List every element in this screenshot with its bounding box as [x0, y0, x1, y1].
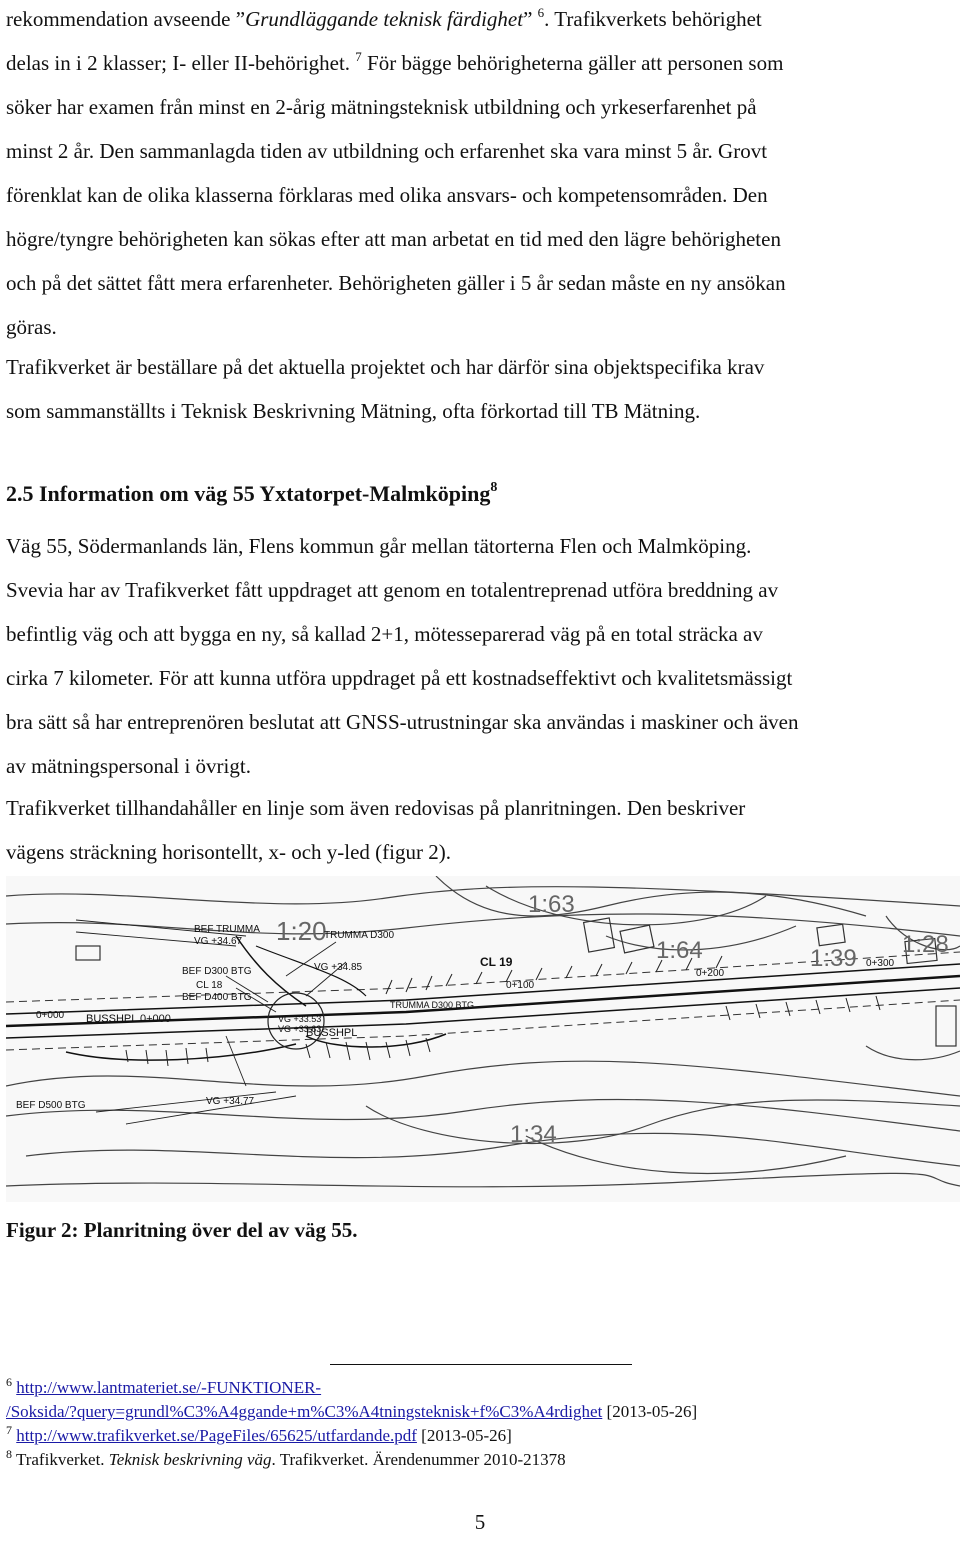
- paragraph-road-info: [6, 524, 956, 788]
- footnote-ref-7[interactable]: 7: [355, 49, 362, 64]
- chainage-label: 0+000: [36, 1010, 65, 1021]
- drawing-label: VG +34.85: [314, 962, 363, 973]
- footnote-link[interactable]: http://www.trafikverket.se/PageFiles/65625/utfardande.pdf: [16, 1426, 417, 1445]
- plan-drawing: [6, 876, 960, 1202]
- text-line: minst 2 år. Den sammanlagda tiden av utbildning och erfarenhet ska vara minst 5 år. Grovt: [6, 139, 768, 163]
- paragraph-client: [6, 345, 956, 433]
- drawing-label: VG +33.53: [278, 1014, 322, 1024]
- drawing-label: TRUMMA D300 BTG: [390, 1000, 475, 1010]
- drawing-label: CL 19: [480, 955, 513, 969]
- chainage-label: 0+100: [506, 980, 535, 991]
- footnotes: [6, 1376, 956, 1472]
- drawing-label: BUSSHPL 0+000: [86, 1013, 171, 1025]
- text-line: förenklat kan de olika klasserna förklaras med olika ansvars- och kompetensområden. Den: [6, 183, 768, 207]
- text-line: som sammanställts i Teknisk Beskrivning Mätning, ofta förkortad till TB Mätning.: [6, 399, 701, 423]
- figure-caption: Figur 2: Planritning över del av väg 55.: [6, 1218, 358, 1242]
- drawing-label: BEF D500 BTG: [16, 1100, 86, 1111]
- footnote-7: $^7$ http://www.trafikverket.se/PageFiles/65625/utfardande.pdf [2013-05-26]: [6, 1423, 512, 1445]
- slope-label: 1:34: [510, 1121, 557, 1148]
- drawing-label: BEF D400 BTG: [182, 992, 252, 1003]
- plan-drawing-figure: [6, 876, 960, 1202]
- footnote-8: $^8$ Trafikverket. Teknisk beskrivning väg. Trafikverket. Ärendenummer 2010-21378: [6, 1447, 566, 1469]
- text-line: befintlig väg och att bygga en ny, så kallad 2+1, mötesseparerad väg på en total sträcka av: [6, 622, 763, 646]
- chainage-label: 0+200: [696, 968, 725, 979]
- drawing-label: VG +34.67: [194, 936, 243, 947]
- section-heading: 2.5 Information om väg 55 Yxtatorpet-Malmköping$^8$: [6, 480, 498, 506]
- drawing-label: BUSSHPL: [306, 1027, 358, 1039]
- slope-label: 1:39: [810, 945, 857, 972]
- text-line: av mätningspersonal i övrigt.: [6, 754, 251, 778]
- text-line: Väg 55, Södermanlands län, Flens kommun går mellan tätorterna Flen och Malmköping.: [6, 534, 752, 558]
- text-line: cirka 7 kilometer. För att kunna utföra uppdraget på ett kostnadseffektivt och kvalitetsmässigt: [6, 666, 793, 690]
- paragraph-competence: [6, 0, 956, 349]
- footnote-ref-8[interactable]: 8: [490, 480, 498, 495]
- footnote-6: $^6$ http://www.lantmateriet.se/-FUNKTIONER-: [6, 1375, 322, 1397]
- footnote-6-cont: /Soksida/?query=grundl%C3%A4ggande+m%C3%A4tningsteknisk+f%C3%A4rdighet [2013-05-26]: [6, 1402, 698, 1421]
- text-line: Trafikverket tillhandahåller en linje som även redovisas på planritningen. Den beskriver: [6, 796, 746, 820]
- text-line: högre/tyngre behörigheten kan sökas efter att man arbetat en tid med den lägre behörigheten: [6, 227, 781, 251]
- paragraph-alignment: [6, 786, 956, 874]
- slope-label: 1:64: [656, 937, 703, 964]
- footnote-ref-6[interactable]: 6: [537, 5, 545, 20]
- drawing-label: CL 18: [196, 980, 223, 991]
- text-line: Svevia har av Trafikverket fått uppdraget att genom en totalentreprenad utföra breddning av: [6, 578, 779, 602]
- contour-lines: [6, 876, 960, 1187]
- drawing-label: BEF D300 BTG: [182, 966, 252, 977]
- drawing-label: VG +34.77: [206, 1096, 255, 1107]
- footnote-link[interactable]: http://www.lantmateriet.se/-FUNKTIONER-: [16, 1378, 322, 1397]
- slope-label: 1:20: [276, 916, 327, 946]
- slope-label: 1:63: [528, 891, 575, 918]
- text-line: vägens sträckning horisontellt, x- och y-led (figur 2).: [6, 840, 451, 864]
- drawing-label: VG +33.63: [278, 1024, 322, 1034]
- text-line: delas in i 2 klasser; I- eller II-behörighet. $^7$ För bägge behörigheterna gäller att personen som: [6, 49, 784, 75]
- text-line: söker har examen från minst en 2-årig mätningsteknisk utbildning och yrkeserfarenhet på: [6, 95, 757, 119]
- drawing-label: TRUMMA D300: [324, 930, 395, 941]
- text-line: och på det sättet fått mera erfarenheter. Behörigheten gäller i 5 år sedan måste en ny ansökan: [6, 271, 786, 295]
- drawing-label: BEF TRUMMA: [194, 924, 260, 935]
- footnote-separator: [330, 1364, 632, 1365]
- slope-label: 1:28: [902, 931, 949, 958]
- page-number: 5: [474, 1510, 486, 1534]
- chainage-label: 0+300: [866, 958, 895, 969]
- footnote-link[interactable]: /Soksida/?query=grundl%C3%A4ggande+m%C3%A4tningsteknisk+f%C3%A4rdighet: [6, 1402, 603, 1421]
- text-line: rekommendation avseende ”Grundläggande teknisk färdighet” $^6$. Trafikverkets behörighet: [6, 5, 762, 31]
- text-line: Trafikverket är beställare på det aktuella projektet och har därför sina objektspecifika krav: [6, 355, 765, 379]
- text-line: bra sätt så har entreprenören beslutat att GNSS-utrustningar ska användas i maskiner och även: [6, 710, 799, 734]
- text-line: göras.: [6, 315, 57, 339]
- emphasis-text: Grundläggande teknisk färdighet: [245, 7, 524, 31]
